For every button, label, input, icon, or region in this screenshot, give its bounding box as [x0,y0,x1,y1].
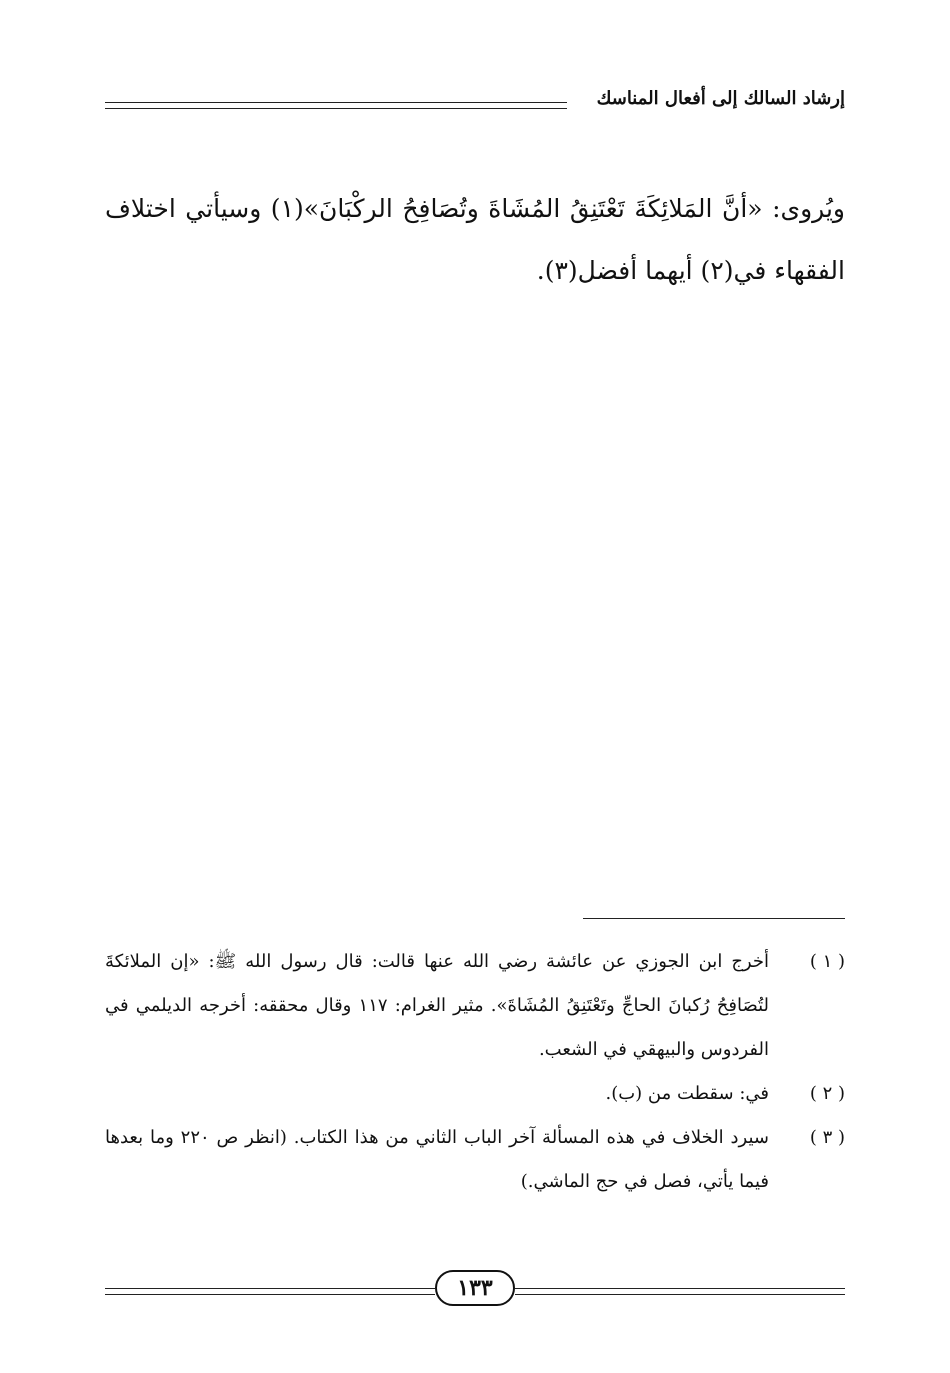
header-title: إرشاد السالك إلى أفعال المناسك [596,88,845,109]
footnote-number: ( ٢ ) [809,1083,845,1104]
header-rule [105,102,567,109]
footnote-number: ( ١ ) [809,951,845,972]
running-header [105,86,845,122]
footnote-2 [105,1072,845,1116]
footnote-separator [583,918,845,919]
footnotes [105,940,845,1204]
page-number: ١٣٣ [435,1270,515,1306]
footnote-1 [105,940,845,1072]
footer-rule-left [105,1288,435,1295]
footnote-text: سيرد الخلاف في هذه المسألة آخر الباب الثاني من هذا الكتاب. (انظر ص ٢٢٠ وما بعدها فيما يأتي، فصل في حج الماشي.) [105,1127,770,1192]
footnote-text: أخرج ابن الجوزي عن عائشة رضي الله عنها قالت: قال رسول الله ﷺ: «إن الملائكةَ لتُصَافِحُ رُكبانَ الحاجِّ وتَعْتَنِقُ المُشَاةَ». مثير الغرام: ١١٧ وقال محققه: أخرجه الديلمي في الفردوس والبيهقي في الشعب. [105,951,769,1060]
footnote-3 [105,1116,845,1204]
page-footer [105,1268,845,1312]
main-text: ويُروى: «أنَّ المَلائِكَةَ تَعْتَنِقُ المُشَاةَ وتُصَافِحُ الركْبَانَ»(١) وسيأتي اختلاف الفقهاء في(٢) أيهما أفضل(٣). [105,194,845,285]
footnote-number: ( ٣ ) [809,1127,845,1148]
footer-rule-right [515,1288,845,1295]
footnote-text: في: سقطت من (ب). [605,1083,769,1104]
